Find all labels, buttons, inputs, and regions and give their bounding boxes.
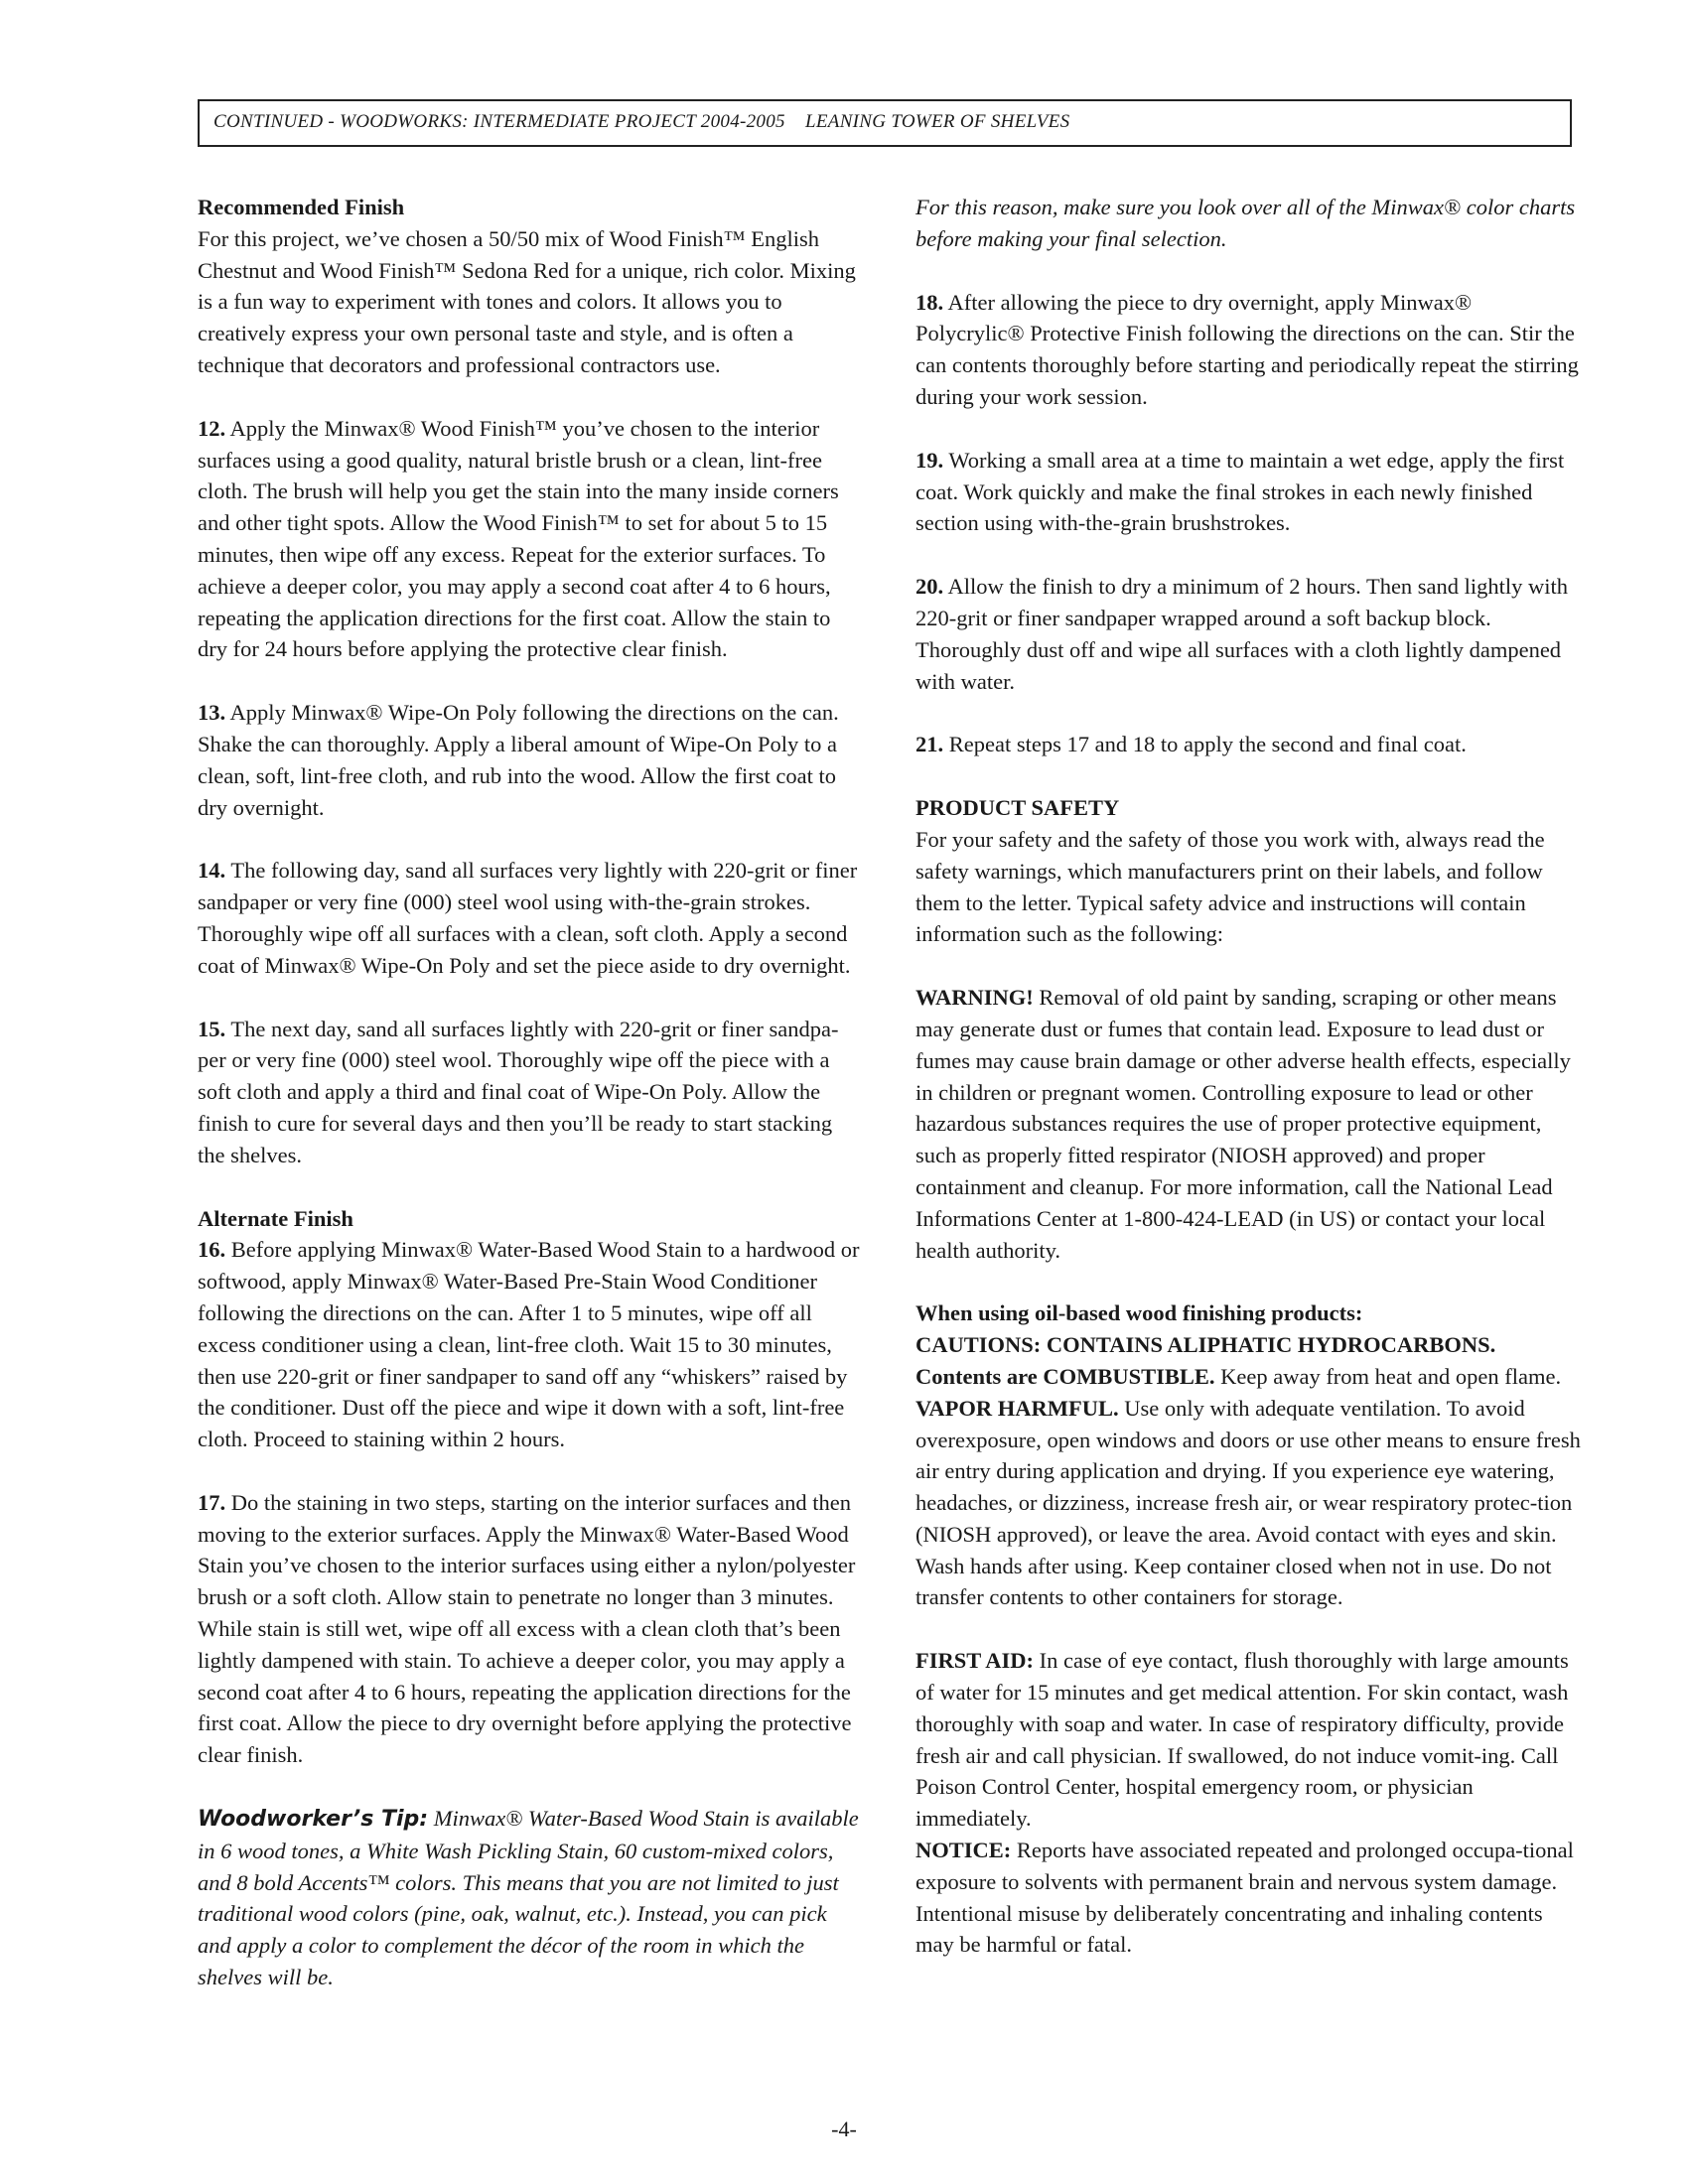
cautions-label: CAUTIONS: CONTAINS ALIPHATIC HYDROCARBONS. Contents are COMBUSTIBLE. (915, 1332, 1496, 1389)
step-text: The following day, sand all surfaces very lightly with 220-grit or finer sandpaper or very fine (000) steel wool using with-the-grain strokes. Thoroughly wipe off all surfaces with a clean, soft cloth. Apply a second coat of Minwax® Wipe-On Poly and set the piece aside to dry overnight. (198, 858, 858, 978)
step-text: Repeat steps 17 and 18 to apply the second and final coat. (943, 732, 1467, 757)
vapor-text: Use only with adequate ventilation. To avoid overexposure, open windows and doors or use other means to ensure fresh air entry during application and drying. If you experience eye watering, headaches, or dizziness, increase fresh air, or wear respiratory protec-tion (NIOSH approved), or leave the area. Avoid contact with eyes and skin. Wash hands after using. Keep container closed when not in use. Do not transfer contents to other containers for storage. (915, 1395, 1581, 1610)
tip-label: Woodworker’s Tip: (198, 1807, 429, 1833)
page-header-text: CONTINUED - WOODWORKS: INTERMEDIATE PROJECT 2004-2005 LEANING TOWER OF SHELVES (213, 111, 1070, 132)
step-text: Do the staining in two steps, starting on the interior surfaces and then moving to the exterior surfaces. Apply the Minwax® Water-Based Wood Stain you’ve chosen to the interior surfaces using either a nylon/polyester brush or a soft cloth. Allow stain to penetrate no longer than 3 minutes. While stain is still wet, wipe off all excess with a clean cloth that’s been lightly dampened with stain. To achieve a deeper color, you may apply a second coat after 4 to 6 hours, repeating the application directions for the first coat. Allow the piece to dry overnight before applying the protective clear finish. (198, 1489, 856, 1768)
product-safety-body: For your safety and the safety of those you work with, always read the safety warnings, which manufacturers print on their labels, and follow them to the letter. Typical safety advice and instructions will contain information such as the following: (915, 826, 1545, 947)
notice-paragraph (915, 1835, 1585, 1961)
alternate-finish-heading: Alternate Finish (198, 1205, 353, 1231)
tip-text: Minwax® Water-Based Wood Stain is available in 6 wood tones, a White Wash Pickling Stain, 60 custom-mixed colors, and 8 bold Accents™ colors. This means that you are not limited to just traditional wood colors (pine, oak, walnut, etc.). Instead, you can pick and apply a color to complement the décor of the room in which the shelves will be. (198, 1806, 859, 1990)
step-number: 13. (198, 700, 226, 726)
first-aid-paragraph (915, 1645, 1585, 1835)
step-13 (198, 697, 865, 823)
recommended-finish-section (198, 192, 865, 381)
recommended-finish-body: For this project, we’ve chosen a 50/50 mix of Wood Finish™ English Chestnut and Wood Finish™ Sedona Red for a unique, rich color. Mixing is a fun way to experiment with tones and colors. It allows you to creatively express your own personal taste and style, and is often a technique that decorators and professional contractors use. (198, 225, 856, 377)
step-20 (915, 571, 1585, 697)
product-safety-section (915, 792, 1585, 950)
notice-label: NOTICE: (915, 1838, 1012, 1863)
recommended-finish-heading: Recommended Finish (198, 195, 405, 219)
step-text: Before applying Minwax® Water-Based Wood Stain to a hardwood or softwood, apply Minwax® Water-Based Pre-Stain Wood Conditioner following the directions on the can. After 1 to 5 minutes, wipe off all excess conditioner using a clean, lint-free cloth. Wait 15 to 30 minutes, then use 220-grit or finer sandpaper to sand off any “whiskers” raised by the conditioner. Dust off the piece and wipe it down with a soft, lint-free cloth. Proceed to staining within 2 hours. (198, 1237, 860, 1452)
warning-text: Removal of old paint by sanding, scraping or other means may generate dust or fumes that contain lead. Exposure to lead dust or fumes may cause brain damage or other adverse health effects, especially in children or pregnant women. Controlling exposure to lead or other hazardous substances requires the use of proper protective equipment, such as properly fitted respirator (NIOSH approved) and proper containment and cleanup. For more information, call the National Lead Informations Center at 1-800-424-LEAD (in US) or contact your local health authority. (915, 985, 1571, 1263)
step-number: 15. (198, 1016, 226, 1041)
page-header-box (198, 99, 1572, 147)
woodworkers-tip (198, 1803, 865, 1993)
step-text: The next day, sand all surfaces lightly with 220-grit or finer sandpa-per or very fine (000) steel wool. Thoroughly wipe off the piece with a soft cloth and apply a third and final coat of Wipe-On Poly. Allow the finish to cure for several days and then you’ll be ready to start stacking the shelves. (198, 1016, 839, 1167)
step-number: 20. (915, 574, 944, 600)
step-text: Apply Minwax® Wipe-On Poly following the directions on the can. Shake the can thoroughly. Apply a liberal amount of Wipe-On Poly to a clean, soft, lint-free cloth, and rub into the wood. Allow the first coat to dry overnight. (198, 700, 839, 820)
first-aid-label: FIRST AID: (915, 1648, 1034, 1674)
step-21 (915, 729, 1585, 760)
notice-text: Reports have associated repeated and prolonged occupa-tional exposure to solvents with permanent brain and nervous system damage. Intentional misuse by deliberately concentrating and inhaling contents may be harmful or fatal. (915, 1838, 1574, 1958)
tip-continued: For this reason, make sure you look over all of the Minwax® color charts before making your final selection. (915, 195, 1576, 251)
step-number: 19. (915, 447, 944, 473)
vapor-label: VAPOR HARMFUL. (915, 1395, 1119, 1421)
step-number: 14. (198, 858, 226, 884)
product-safety-heading: PRODUCT SAFETY (915, 795, 1120, 821)
step-12 (198, 413, 865, 665)
warning-label: WARNING! (915, 985, 1034, 1011)
step-number: 17. (198, 1489, 226, 1515)
step-number: 16. (198, 1237, 226, 1263)
step-number: 18. (915, 289, 944, 315)
step-15 (198, 1014, 865, 1171)
step-text: Working a small area at a time to maintain a wet edge, apply the first coat. Work quickly and make the final strokes in each newly finished section using with-the-grain brushstrokes. (915, 447, 1565, 536)
left-column (198, 192, 865, 1993)
oil-based-heading: When using oil-based wood finishing products: (915, 1300, 1363, 1326)
step-text: After allowing the piece to dry overnight, apply Minwax® Polycrylic® Protective Finish following the directions on the can. Stir the can contents thoroughly before starting and periodically repeat the stirring during your work session. (915, 289, 1579, 409)
step-number: 12. (198, 415, 226, 441)
step-text: Apply the Minwax® Wood Finish™ you’ve chosen to the interior surfaces using a good quality, natural bristle brush or a clean, lint-free cloth. The brush will help you get the stain into the many inside corners and other tight spots. Allow the Wood Finish™ to set for about 5 to 15 minutes, then wipe off any excess. Repeat for the exterior surfaces. To achieve a deeper color, you may apply a second coat after 4 to 6 hours, repeating the application directions for the first coat. Allow the stain to dry for 24 hours before applying the protective clear finish. (198, 415, 839, 662)
step-18 (915, 287, 1585, 413)
cautions-text: Keep away from heat and open flame. (1214, 1363, 1562, 1389)
step-14 (198, 855, 865, 981)
warning-paragraph (915, 982, 1585, 1266)
step-19 (915, 445, 1585, 539)
oil-based-section (915, 1297, 1585, 1613)
right-column (915, 192, 1585, 1961)
first-aid-text: In case of eye contact, flush thoroughly with large amounts of water for 15 minutes and get medical attention. For skin contact, wash thoroughly with soap and water. In case of respiratory difficulty, provide fresh air and call physician. If swallowed, do not induce vomit-ing. Call Poison Control Center, hospital emergency room, or physician immediately. (915, 1648, 1569, 1832)
step-17 (198, 1487, 865, 1771)
step-number: 21. (915, 732, 944, 757)
alternate-finish-section (198, 1203, 865, 1455)
step-text: Allow the finish to dry a minimum of 2 hours. Then sand lightly with 220-grit or finer sandpaper wrapped around a soft backup block. Thoroughly dust off and wipe all surfaces with a cloth lightly dampened with water. (915, 574, 1569, 694)
page-number: -4- (831, 2116, 857, 2141)
